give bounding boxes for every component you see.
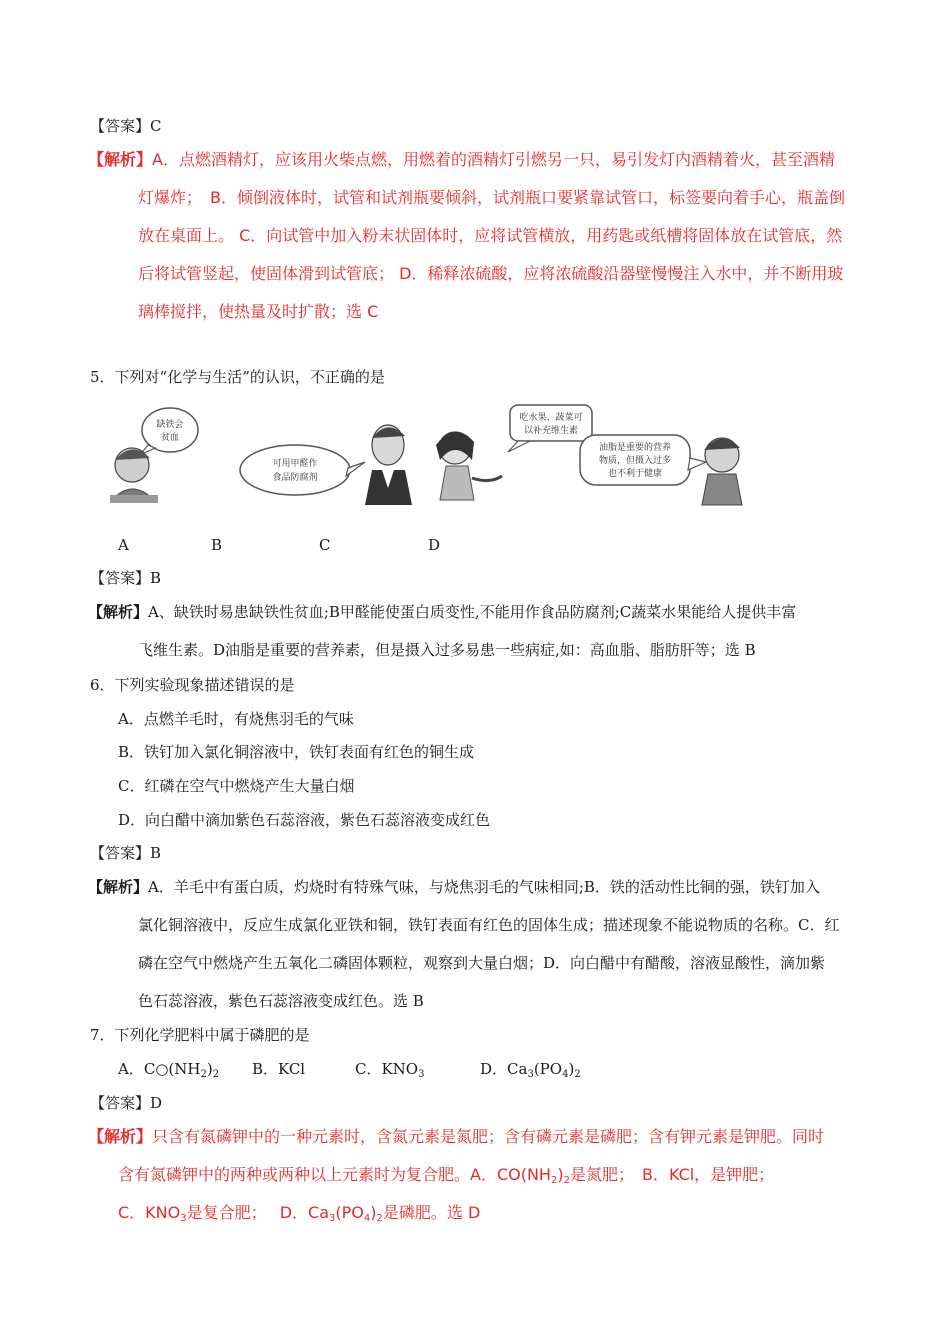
cartoon-d xyxy=(580,435,742,505)
q4-analysis-line-2: 灯爆炸； B．倾倒液体时，试管和试剂瓶要倾斜，试剂瓶口要紧靠试管口，标签要向着手心，瓶盖倒 xyxy=(138,188,845,207)
q5-stem: 5．下列对“化学与生活”的认识，不正确的是 xyxy=(90,368,385,386)
q5-label-c: C xyxy=(319,536,331,554)
q4-analysis-line-3: 放在桌面上。 C．向试管中加入粉末状固体时，应将试管横放，用药匙或纸槽将固体放在试管底，然 xyxy=(138,226,843,245)
bubble-b-line-1: 可用甲醛作 xyxy=(272,459,318,469)
cartoon-b xyxy=(240,425,412,505)
q6-stem: 6．下列实验现象描述错误的是 xyxy=(90,676,295,694)
q4-answer: 【答案】C xyxy=(90,117,162,135)
q7-analysis-line-3: C．$KNO_3$是复合肥； D．$Ca_3(PO_4)_2$是磷肥。选 D xyxy=(118,1203,481,1224)
q5-label-d: D xyxy=(428,536,441,554)
q5-answer: 【答案】B xyxy=(90,569,162,587)
q7-option-c: C．$KNO_3$ xyxy=(355,1060,425,1080)
q4-analysis-line-4: 后将试管竖起，使固体滑到试管底； D．稀释浓硫酸，应将浓硫酸沿器壁慢慢注入水中，并不断用玻 xyxy=(138,264,844,283)
bubble-d-line-2: 物质，但摄入过多 xyxy=(598,456,672,466)
q7-analysis-label: 【解析】 xyxy=(88,1127,153,1146)
q5-analysis-line-2: 飞维生素。D油脂是重要的营养素，但是摄入过多易患一些病症,如：高血脂、脂肪肝等；选 B xyxy=(138,641,756,659)
q4-analysis-line-1: 【解析】A．点燃酒精灯，应该用火柴点燃，用燃着的酒精灯引燃另一只，易引发灯内酒精着火，甚至酒精 xyxy=(88,150,835,169)
q5-analysis-label: 【解析】 xyxy=(88,603,149,621)
bubble-b-line-2: 食品防腐剂 xyxy=(272,473,318,483)
q6-option-d: D．向白醋中滴加紫色石蕊溶液，紫色石蕊溶液变成红色 xyxy=(118,811,491,829)
q6-analysis-line-4: 色石蕊溶液，紫色石蕊溶液变成红色。选 B xyxy=(138,992,424,1010)
bubble-a-line-1: 缺铁会 xyxy=(156,420,184,430)
circle-o-glyph: ○ xyxy=(155,1060,169,1078)
bubble-c-line-1: 吃水果、蔬菜可 xyxy=(519,413,583,423)
q6-analysis-line-2: 氯化铜溶液中，反应生成氯化亚铁和铜，铁钉表面有红色的固体生成；描述现象不能说物质的名称。C．红 xyxy=(138,916,840,934)
bubble-c-line-2: 以补充维生素 xyxy=(523,426,579,436)
q6-analysis-line-3: 磷在空气中燃烧产生五氧化二磷固体颗粒，观察到大量白烟；D．向白醋中有醋酸，溶液显酸性，滴加紫 xyxy=(138,954,826,972)
q6-option-a: A．点燃羊毛时，有烧焦羽毛的气味 xyxy=(118,710,354,728)
bubble-a-line-2: 贫血 xyxy=(160,433,180,443)
q7-answer: 【答案】D xyxy=(90,1094,163,1112)
q6-answer: 【答案】B xyxy=(90,844,162,862)
q7-analysis-line-1: 【解析】只含有氮磷钾中的一种元素时，含氮元素是氮肥；含有磷元素是磷肥；含有钾元素是钾肥。同时 xyxy=(88,1127,825,1146)
q6-option-b: B．铁钉加入氯化铜溶液中，铁钉表面有红色的铜生成 xyxy=(118,743,475,761)
q6-analysis-label: 【解析】 xyxy=(88,878,149,896)
cartoon-a xyxy=(110,408,198,503)
bubble-d-line-3: 也不利于健康 xyxy=(607,469,663,479)
q7-stem: 7．下列化学肥料中属于磷肥的是 xyxy=(90,1026,310,1044)
q6-option-c: C．红磷在空气中燃烧产生大量白烟 xyxy=(118,777,355,795)
q7-analysis-line-2: 含有氮磷钾中的两种或两种以上元素时为复合肥。A．$CO(NH_2)_2$是氮肥； B．KCl，是钾肥； xyxy=(118,1165,775,1186)
q7-option-b: B．KCl xyxy=(252,1060,306,1078)
q6-analysis-line-1: 【解析】A．羊毛中有蛋白质，灼烧时有特殊气味，与烧焦羽毛的气味相同;B．铁的活动性比铜的强，铁钉加入 xyxy=(88,878,820,896)
q7-option-a: A．$C○(NH_2)_2$ xyxy=(118,1060,220,1080)
q5-analysis-line-1: 【解析】A、缺铁时易患缺铁性贫血;B甲醛能使蛋白质变性,不能用作食品防腐剂;C蔬菜水果能给人提供丰富 xyxy=(88,603,797,621)
bubble-d-line-1: 油脂是重要的营养 xyxy=(598,443,672,453)
q5-label-b: B xyxy=(211,536,223,554)
q5-label-a: A xyxy=(118,536,129,554)
cartoon-c xyxy=(436,405,592,500)
q4-analysis-label: 【解析】 xyxy=(88,150,153,169)
q5-cartoon-illustration xyxy=(110,400,870,510)
q7-option-d: D．$Ca_3(PO_4)_2$ xyxy=(480,1060,581,1080)
q4-analysis-line-5: 璃棒搅拌，使热量及时扩散；选 C xyxy=(138,302,379,321)
